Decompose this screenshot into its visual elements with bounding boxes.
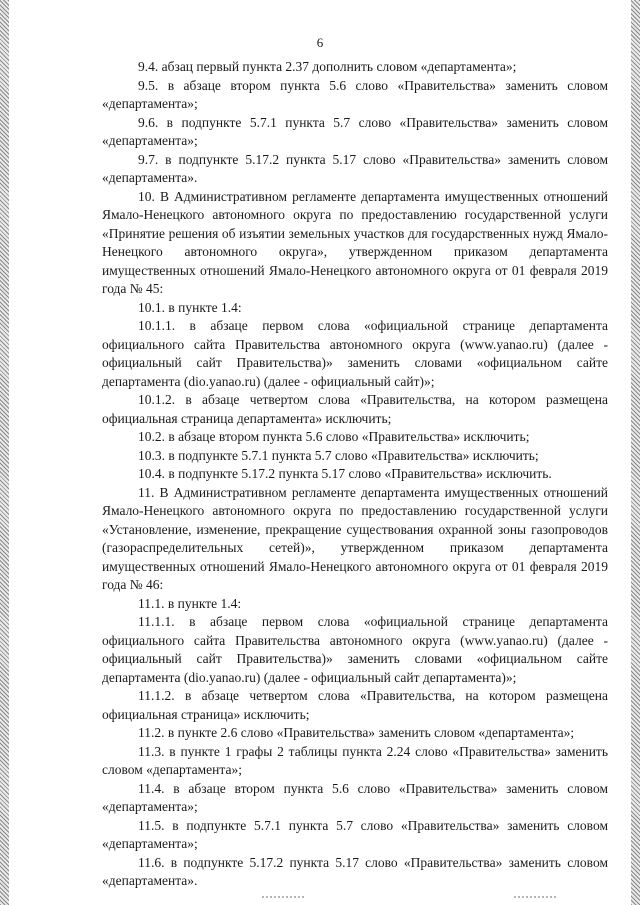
paragraph-10-1-2: 10.1.2. в абзаце четвертом слова «Правительства, на котором размещена официальная страница департамента» исключить;	[102, 392, 608, 426]
paragraph-10-3: 10.3. в подпункте 5.7.1 пункта 5.7 слово «Правительства» исключить;	[138, 447, 539, 463]
paragraph-11-6: 11.6. в подпункте 5.17.2 пункта 5.17 слово «Правительства» заменить словом «департамента».	[102, 854, 608, 888]
paragraph-10-1: 10.1. в пункте 1.4:	[138, 299, 242, 315]
paragraph-9-5: 9.5. в абзаце втором пункта 5.6 слово «Правительства» заменить словом «департамента»;	[102, 77, 608, 111]
paragraph-11: 11. В Административном регламенте департамента имущественных отношений Ямало-Ненецкого автономного округа по предоставлению государственной услуги «Установление, изменение, прекращение существования охранной зоны газопроводов (газораспределительных сетей)», утвержденном приказом департамента имущественных отношений Ямало-Ненецкого автономного округа от 01 февраля 2019 года № 46:	[102, 484, 608, 592]
paragraph-9-4: 9.4. абзац первый пункта 2.37 дополнить словом «департамента»;	[138, 59, 517, 74]
paragraph-11-2: 11.2. в пункте 2.6 слово «Правительства» заменить словом «департамента»;	[138, 725, 575, 740]
paragraph-11-4: 11.4. в абзаце втором пункта 5.6 слово «Правительства» заменить словом «департамента»;	[102, 780, 608, 814]
paragraph-10-1-1: 10.1.1. в абзаце первом слова «официальной странице департамента официального сайта Правительства автономного округа (www.yanao.ru) (далее - официальный сайт Правительства)» заменить словами «официальном сайте департамента (dio.yanao.ru) (далее - официальный сайт)»;	[102, 318, 608, 389]
paragraph-11-3: 11.3. в пункте 1 графы 2 таблицы пункта 2.24 слово «Правительства» заменить словом «департамента»;	[102, 743, 608, 777]
scan-edge-left	[0, 0, 9, 905]
paragraph-11-1-2: 11.1.2. в абзаце четвертом слова «Правительства, на котором размещена официальная страница» исключить;	[102, 688, 608, 722]
scan-footer-mark-right	[514, 896, 558, 898]
paragraph-11-1-1: 11.1.1. в абзаце первом слова «официальной странице департамента официального сайта Правительства автономного округа (www.yanao.ru) (далее - официальный сайт Правительства)» заменить словами «официальном сайте департамента (dio.yanao.ru) (далее - официальный сайт департамента)»;	[102, 614, 608, 685]
paragraph-9-7: 9.7. в подпункте 5.17.2 пункта 5.17 слово «Правительства» заменить словом «департамента».	[102, 151, 608, 185]
scan-footer-mark-left	[262, 896, 306, 898]
paragraph-11-1: 11.1. в пункте 1.4:	[138, 595, 242, 611]
paragraph-10-2: 10.2. в абзаце втором пункта 5.6 слово «Правительства» исключить;	[138, 429, 530, 444]
paragraph-10-4: 10.4. в подпункте 5.17.2 пункта 5.17 слово «Правительства» исключить.	[138, 466, 552, 481]
paragraph-11-5: 11.5. в подпункте 5.7.1 пункта 5.7 слово «Правительства» заменить словом «департамента»;	[102, 817, 608, 851]
paragraph-9-6: 9.6. в подпункте 5.7.1 пункта 5.7 слово «Правительства» заменить словом «департамента»;	[102, 114, 608, 148]
scan-edge-right	[631, 0, 640, 905]
page-number: 6	[316, 35, 324, 50]
paragraph-10: 10. В Административном регламенте департамента имущественных отношений Ямало-Ненецкого автономного округа по предоставлению государственной услуги «Принятие решения об изъятии земельных участков для государственных нужд Ямало-Ненецкого автономного округа», утвержденном приказом департамента имущественных отношений Ямало-Ненецкого автономного округа от 01 февраля 2019 года № 45:	[102, 188, 608, 296]
document-body	[102, 58, 608, 891]
